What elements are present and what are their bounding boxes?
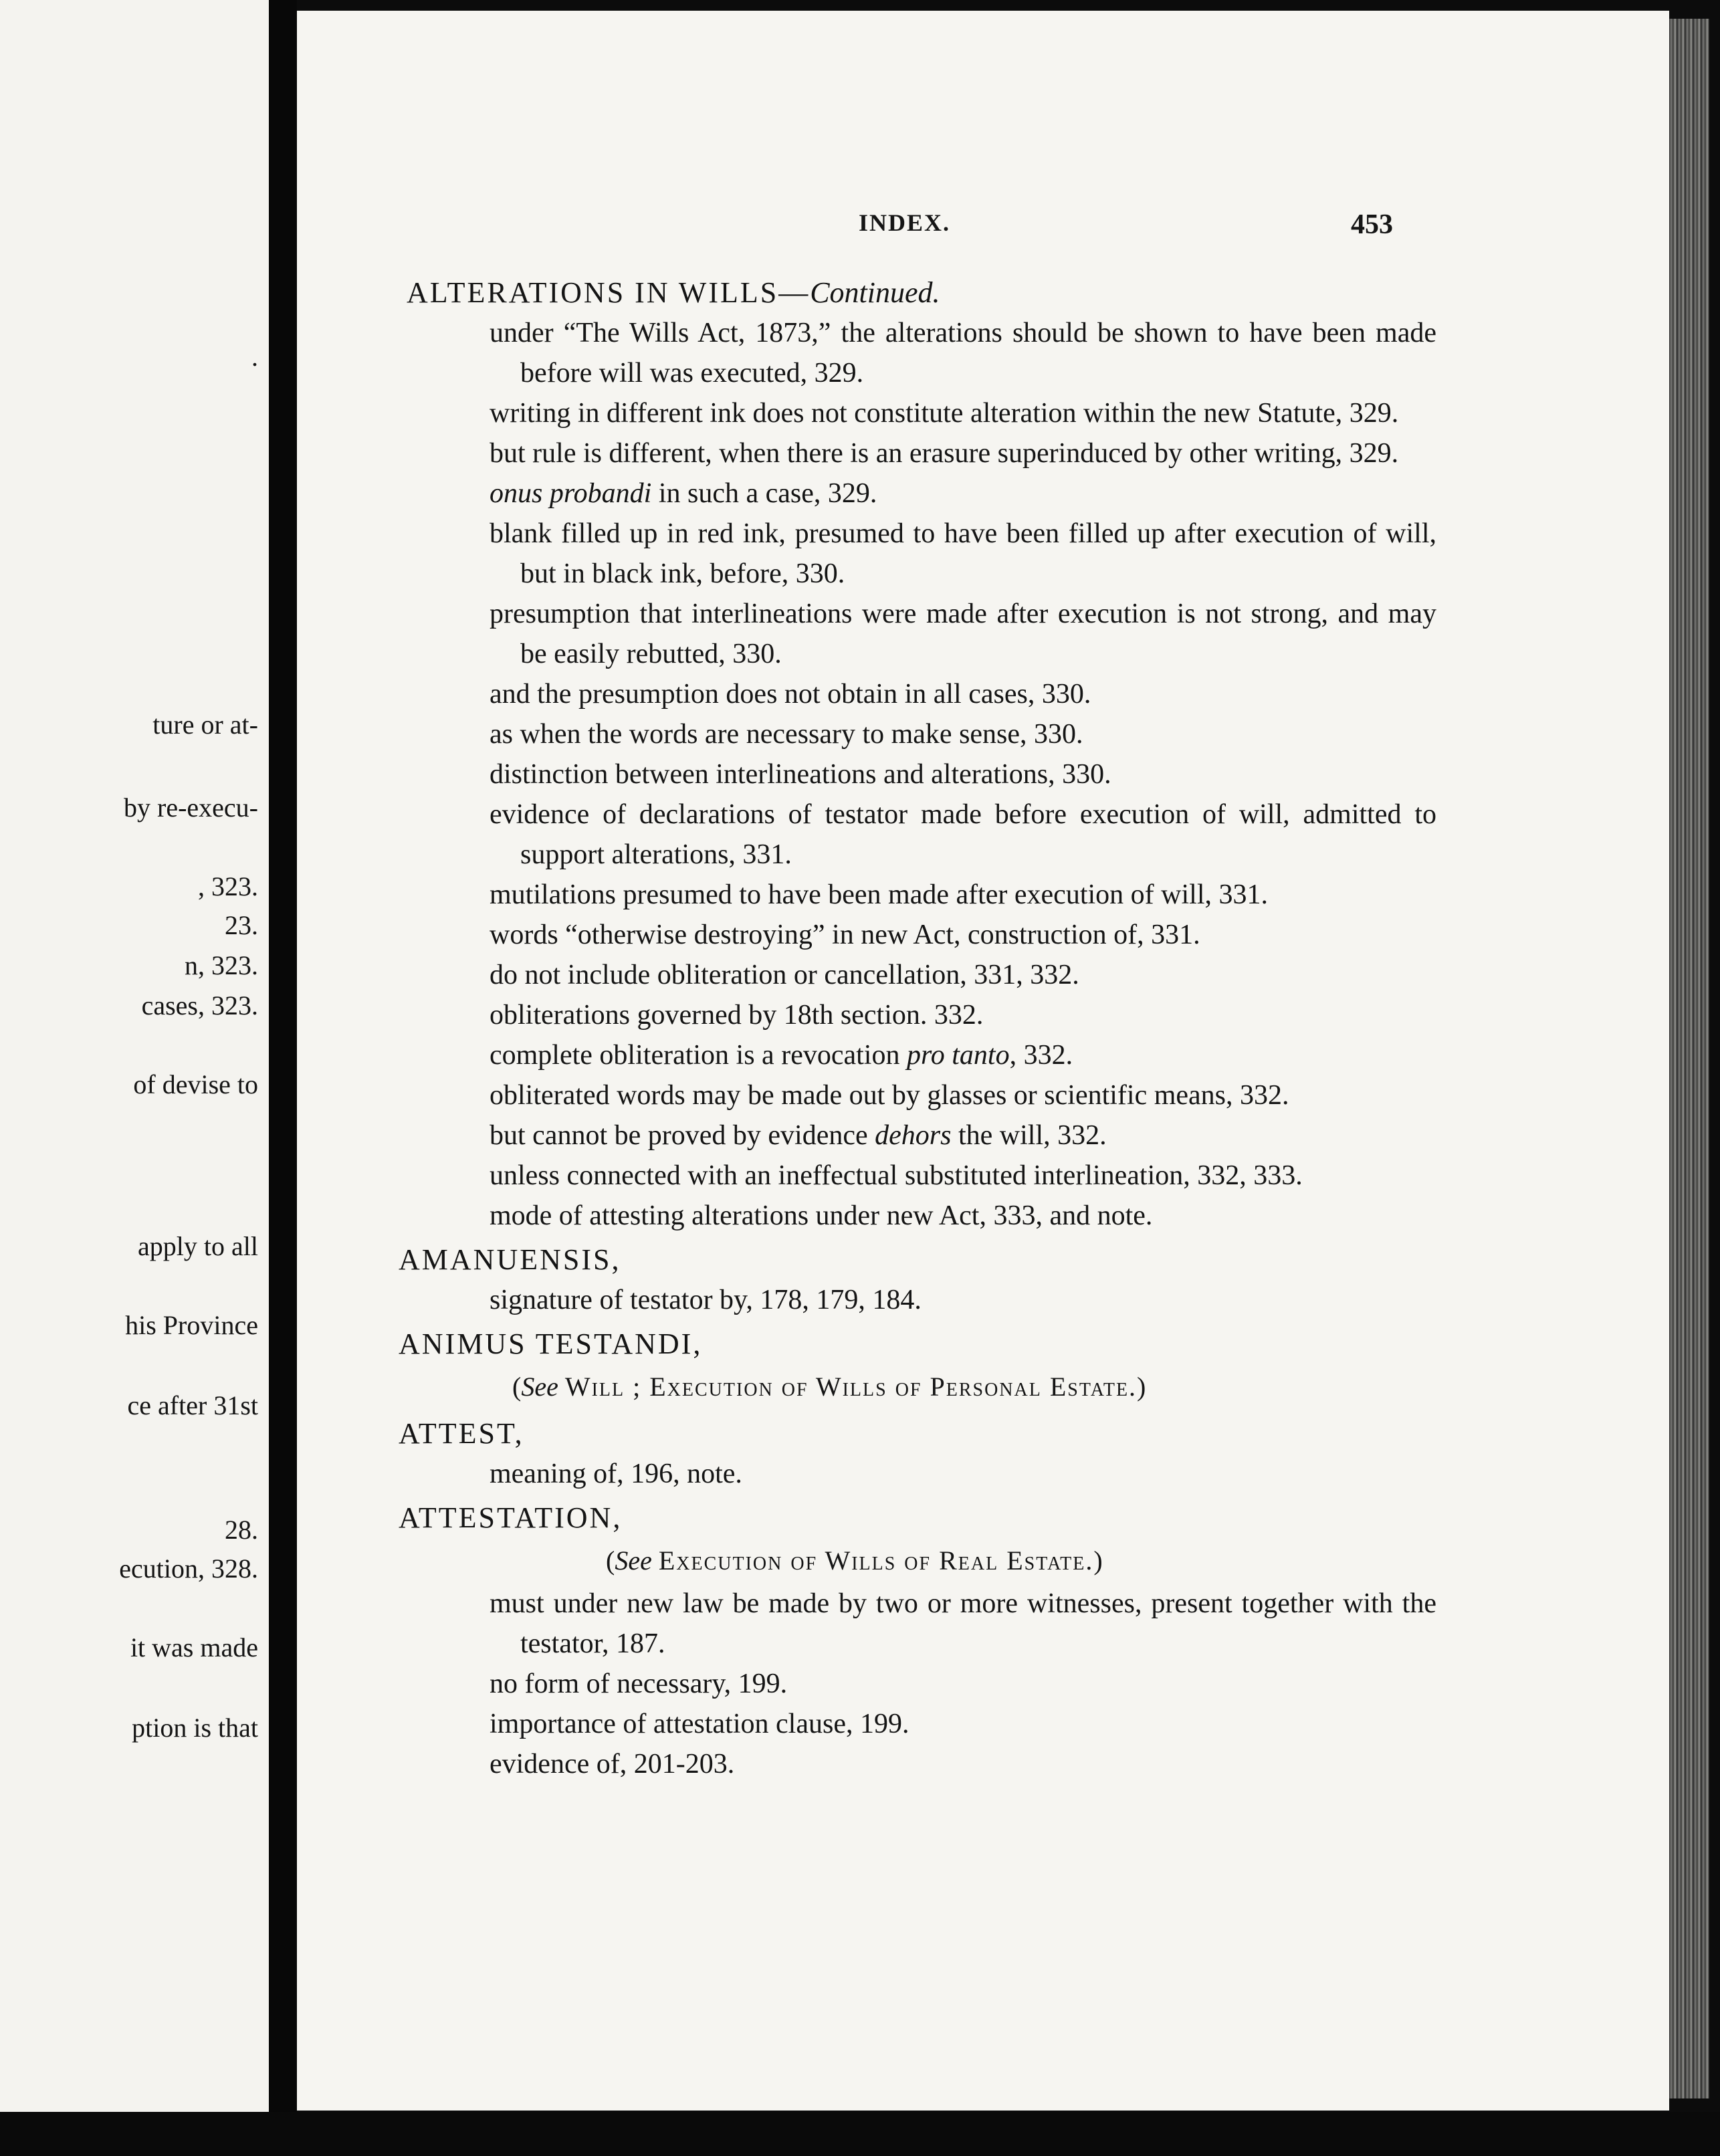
- left-page-line: ture or at-: [152, 710, 258, 740]
- index-entries: [399, 273, 1642, 1784]
- running-head-title: INDEX.: [859, 209, 951, 236]
- left-page-line: by re-execu-: [124, 792, 258, 823]
- see-word: See: [521, 1372, 558, 1402]
- left-facing-page: [0, 0, 269, 2112]
- subentry: do not include obliteration or cancellation, 331, 332.: [490, 960, 1079, 990]
- subentry: evidence of, 201-203.: [490, 1749, 735, 1780]
- subentry: onus probandi in such a case, 329.: [490, 478, 877, 509]
- subentry: meaning of, 196, note.: [490, 1459, 742, 1489]
- left-page-line: , 323.: [198, 871, 258, 901]
- subentry: unless connected with an ineffectual substituted interlineation, 332, 333.: [490, 1160, 1303, 1191]
- page-edges: [1669, 19, 1709, 2098]
- left-page-line: 28.: [225, 1515, 258, 1545]
- subentry: and the presumption does not obtain in all cases, 330.: [490, 679, 1091, 710]
- subentry: obliterated words may be made out by glasses or scientific means, 332.: [490, 1080, 1289, 1111]
- left-page-line: ecution, 328.: [119, 1553, 258, 1584]
- left-page-line: cases, 323.: [141, 990, 258, 1020]
- see-word: See: [615, 1545, 652, 1576]
- left-page-line: n, 323.: [185, 950, 258, 980]
- subentry: evidence of declarations of testator made before execution of will, admitted to support alterations, 331.: [490, 799, 1436, 870]
- italic-phrase: dehors: [875, 1120, 952, 1151]
- scan-border: [0, 2112, 1720, 2156]
- running-head: [297, 209, 1669, 249]
- italic-phrase: pro tanto: [906, 1040, 1010, 1071]
- subentry: writing in different ink does not constitute alteration within the new Statute, 329.: [490, 398, 1399, 429]
- entry-heading: [407, 273, 1642, 313]
- subentry: words “otherwise destroying” in new Act, construction of, 331.: [490, 920, 1200, 950]
- left-page-line: ption is that: [132, 1713, 258, 1743]
- left-page-line: .: [251, 342, 258, 372]
- subentry: but rule is different, when there is an erasure superinduced by other writing, 329.: [490, 438, 1399, 469]
- left-page-line: apply to all: [138, 1231, 258, 1261]
- subentry: signature of testator by, 178, 179, 184.: [490, 1285, 922, 1315]
- subentry: obliterations governed by 18th section. 332.: [490, 1000, 984, 1031]
- subentry: blank filled up in red ink, presumed to have been filled up after execution of will, but in black ink, before, 330.: [490, 518, 1436, 589]
- page-number: 453: [1351, 209, 1393, 240]
- italic-phrase: onus probandi: [490, 478, 652, 509]
- book-gutter: [269, 0, 297, 2156]
- index-page: [297, 11, 1669, 2111]
- subentry: no form of necessary, 199.: [490, 1668, 788, 1699]
- see-reference: (See Will ; Execution of Wills of Personal Estate.): [512, 1372, 1146, 1402]
- index-entry: [399, 1240, 1642, 1320]
- subentry: under “The Wills Act, 1873,” the alterations should be shown to have been made before will was executed, 329.: [490, 318, 1436, 389]
- entry-heading: ATTESTATION,: [399, 1501, 623, 1534]
- left-page-line: it was made: [130, 1632, 258, 1662]
- see-refs: Will ; Execution of Wills of Personal Estate.: [564, 1372, 1138, 1402]
- index-entry: [399, 1324, 1642, 1410]
- subentry: mutilations presumed to have been made after execution of will, 331.: [490, 879, 1268, 910]
- subentry: distinction between interlineations and alterations, 330.: [490, 759, 1111, 790]
- subentry: complete obliteration is a revocation pro tanto, 332.: [490, 1040, 1073, 1071]
- left-page-line: his Province: [125, 1310, 258, 1340]
- see-refs: Execution of Wills of Real Estate.: [658, 1545, 1094, 1576]
- index-entry: [399, 273, 1642, 1236]
- heading-continued: Continued.: [810, 276, 940, 309]
- see-reference: (See Execution of Wills of Real Estate.): [606, 1545, 1103, 1576]
- subentry: mode of attesting alterations under new Act, 333, and note.: [490, 1200, 1153, 1231]
- subentry: as when the words are necessary to make sense, 330.: [490, 719, 1083, 750]
- subentry: but cannot be proved by evidence dehors the will, 332.: [490, 1120, 1107, 1151]
- left-page-line: 23.: [225, 910, 258, 940]
- index-entry: [399, 1498, 1642, 1784]
- index-entry: [399, 1414, 1642, 1494]
- entry-heading: ANIMUS TESTANDI,: [399, 1327, 703, 1360]
- left-page-line: ce after 31st: [127, 1390, 258, 1420]
- subentry: importance of attestation clause, 199.: [490, 1709, 909, 1739]
- entry-heading: ATTEST,: [399, 1417, 524, 1450]
- subentry: must under new law be made by two or more witnesses, present together with the testator, 187.: [490, 1588, 1436, 1659]
- heading-text: ALTERATIONS IN WILLS—: [407, 276, 811, 309]
- subentry: presumption that interlineations were made after execution is not strong, and may be easily rebutted, 330.: [490, 599, 1436, 669]
- entry-heading: AMANUENSIS,: [399, 1243, 621, 1276]
- left-page-line: of devise to: [133, 1069, 258, 1099]
